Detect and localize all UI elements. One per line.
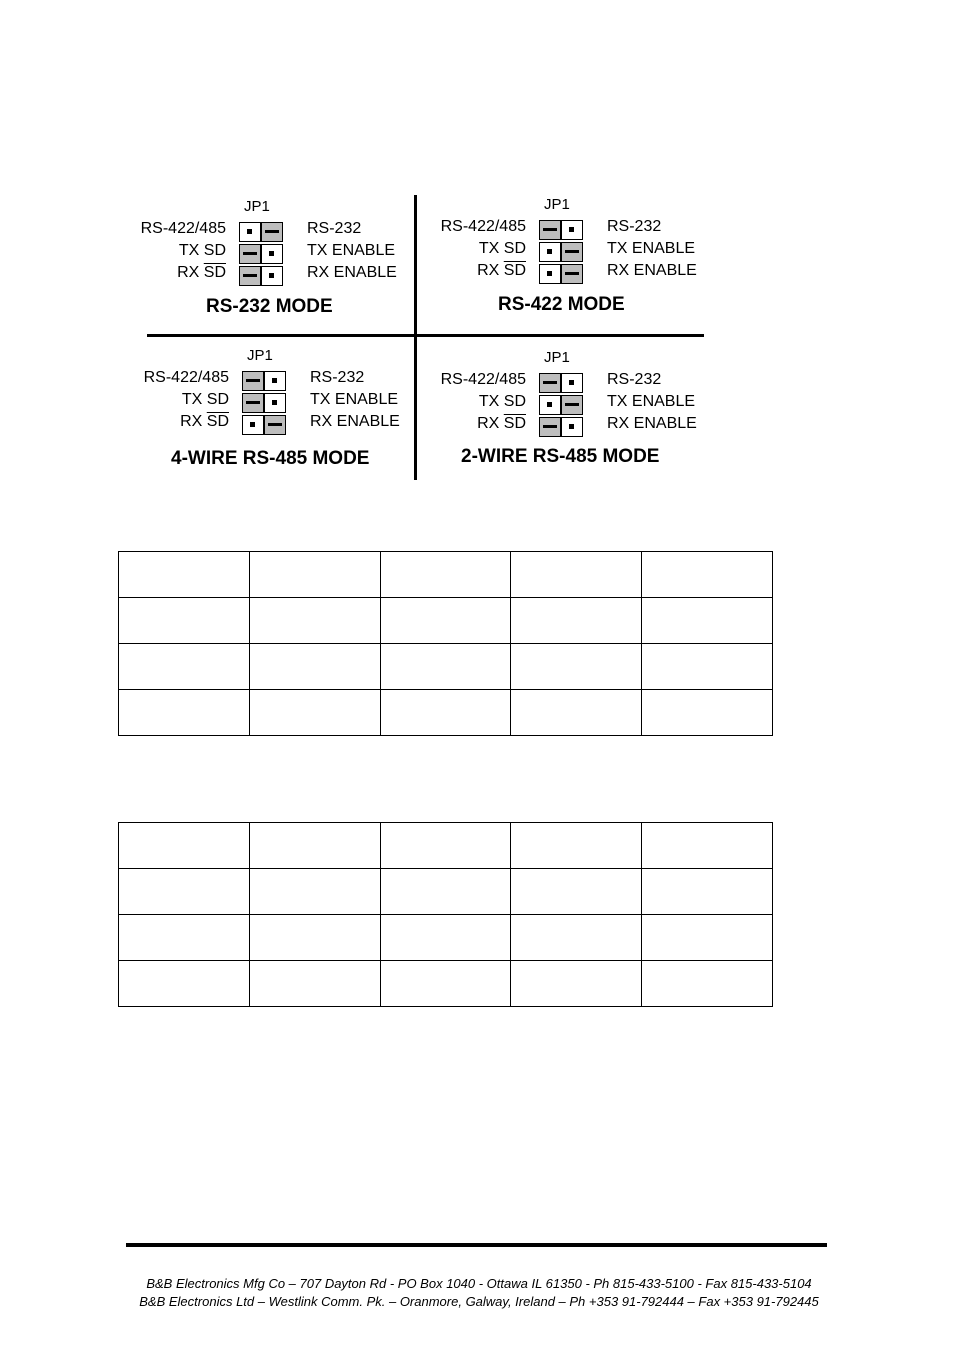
table-cell: [380, 644, 511, 690]
table-cell: [249, 961, 380, 1007]
label-tx-enable: TX ENABLE: [310, 391, 399, 408]
jumper-diagram: [130, 190, 710, 485]
label-tx-sd: TX SD: [478, 393, 526, 410]
jumper-shunt: [264, 415, 286, 435]
jumper-shunt: [261, 222, 283, 242]
jumper-shunt: [239, 266, 261, 286]
jumper-shunt: [561, 264, 583, 284]
table-cell: [119, 552, 250, 598]
table-cell: [119, 915, 250, 961]
jumper-block: [239, 222, 283, 288]
jp1-label: JP1: [247, 347, 273, 364]
label-tx-enable: TX ENABLE: [607, 393, 696, 410]
table-row: [119, 961, 773, 1007]
footer-rule: [126, 1243, 827, 1247]
mode-panel-2wire-rs485: [434, 347, 714, 487]
jumper-row: [539, 395, 583, 415]
jumper-shunt: [242, 393, 264, 413]
jumper-row: [239, 244, 283, 264]
mode-title: 2-WIRE RS-485 MODE: [461, 446, 660, 467]
mode-title: RS-232 MODE: [206, 296, 333, 317]
jumper-row: [539, 417, 583, 437]
jumper-shunt: [539, 417, 561, 437]
mode-title: 4-WIRE RS-485 MODE: [171, 448, 370, 469]
table-row: [119, 690, 773, 736]
jumper-row: [539, 264, 583, 284]
table-cell: [642, 961, 773, 1007]
label-rs232: RS-232: [607, 371, 662, 388]
label-rx-enable: RX ENABLE: [607, 262, 697, 279]
table-cell: [511, 644, 642, 690]
jp1-label: JP1: [544, 349, 570, 366]
table-cell: [249, 644, 380, 690]
jumper-shunt: [561, 242, 583, 262]
table-cell: [249, 823, 380, 869]
jumper-open-pin: [539, 264, 561, 284]
table-cell: [380, 961, 511, 1007]
table-cell: [511, 552, 642, 598]
jumper-block: [539, 373, 583, 439]
table-cell: [380, 690, 511, 736]
jumper-shunt: [539, 373, 561, 393]
label-tx-sd: TX SD: [478, 240, 526, 257]
label-rx-sd: RX $\overline{SD}$: [180, 413, 229, 430]
jp1-label: JP1: [244, 198, 270, 215]
table-cell: [642, 690, 773, 736]
label-rx-enable: RX ENABLE: [310, 413, 400, 430]
mode-panel-rs422: [434, 194, 714, 334]
table-cell: [380, 598, 511, 644]
table-row: [119, 869, 773, 915]
table-cell: [249, 598, 380, 644]
label-rx-sd: RX $\overline{SD}$: [477, 262, 526, 279]
jumper-row: [239, 222, 283, 242]
jumper-row: [242, 415, 286, 435]
jumper-block: [242, 371, 286, 437]
jumper-open-pin: [539, 395, 561, 415]
jumper-open-pin: [239, 222, 261, 242]
label-rs232: RS-232: [307, 220, 362, 237]
settings-table-1: [118, 551, 773, 736]
jumper-open-pin: [561, 220, 583, 240]
jumper-row: [539, 220, 583, 240]
table-cell: [119, 869, 250, 915]
mode-title: RS-422 MODE: [498, 294, 625, 315]
mode-panel-4wire-rs485: [137, 345, 417, 485]
table-row: [119, 823, 773, 869]
table-cell: [119, 690, 250, 736]
table-cell: [511, 690, 642, 736]
label-rx-enable: RX ENABLE: [607, 415, 697, 432]
jumper-open-pin: [261, 244, 283, 264]
label-tx-sd: TX SD: [178, 242, 226, 259]
jumper-shunt: [539, 220, 561, 240]
table-cell: [249, 915, 380, 961]
jumper-open-pin: [539, 242, 561, 262]
jumper-shunt: [242, 371, 264, 391]
jumper-row: [239, 266, 283, 286]
jumper-open-pin: [261, 266, 283, 286]
table-cell: [642, 644, 773, 690]
table-cell: [119, 644, 250, 690]
label-tx-sd: TX SD: [181, 391, 229, 408]
label-tx-enable: TX ENABLE: [607, 240, 696, 257]
table-cell: [119, 823, 250, 869]
jumper-row: [242, 371, 286, 391]
table-cell: [380, 552, 511, 598]
table-cell: [511, 915, 642, 961]
jumper-open-pin: [242, 415, 264, 435]
jumper-row: [539, 242, 583, 262]
table-cell: [249, 552, 380, 598]
jumper-shunt: [239, 244, 261, 264]
table-cell: [511, 823, 642, 869]
table-cell: [380, 823, 511, 869]
jumper-open-pin: [561, 417, 583, 437]
jumper-shunt: [561, 395, 583, 415]
footer-address-us: B&B Electronics Mfg Co – 707 Dayton Rd - PO Box 1040 - Ottawa IL 61350 - Ph 815-433-5100 - Fax 815-433-5104: [146, 1276, 812, 1291]
table-cell: [119, 598, 250, 644]
table-row: [119, 915, 773, 961]
table-cell: [119, 961, 250, 1007]
table-cell: [380, 915, 511, 961]
footer-address-ireland: B&B Electronics Ltd – Westlink Comm. Pk. – Oranmore, Galway, Ireland – Ph +353 91-792444 – Fax +353 91-792445: [139, 1294, 819, 1309]
mode-panel-rs232: [134, 196, 414, 336]
label-rx-enable: RX ENABLE: [307, 264, 397, 281]
table-cell: [249, 869, 380, 915]
label-rx-sd: RX $\overline{SD}$: [477, 415, 526, 432]
jumper-open-pin: [561, 373, 583, 393]
label-rs232: RS-232: [607, 218, 662, 235]
jumper-row: [242, 393, 286, 413]
table-row: [119, 644, 773, 690]
table-cell: [511, 869, 642, 915]
label-rs422-485: RS-422/485: [143, 369, 229, 386]
table-cell: [642, 823, 773, 869]
jumper-open-pin: [264, 371, 286, 391]
table-cell: [642, 552, 773, 598]
table-row: [119, 552, 773, 598]
settings-table-2: [118, 822, 773, 1007]
label-rs422-485: RS-422/485: [440, 371, 526, 388]
label-rs422-485: RS-422/485: [440, 218, 526, 235]
table-row: [119, 598, 773, 644]
label-rx-sd: RX $\overline{SD}$: [177, 264, 226, 281]
table-cell: [249, 690, 380, 736]
label-rs422-485: RS-422/485: [140, 220, 226, 237]
label-tx-enable: TX ENABLE: [307, 242, 396, 259]
jumper-open-pin: [264, 393, 286, 413]
table-cell: [642, 915, 773, 961]
table-cell: [642, 598, 773, 644]
jumper-row: [539, 373, 583, 393]
table-cell: [380, 869, 511, 915]
jumper-block: [539, 220, 583, 286]
table-cell: [642, 869, 773, 915]
label-rs232: RS-232: [310, 369, 365, 386]
table-cell: [511, 598, 642, 644]
table-cell: [511, 961, 642, 1007]
jp1-label: JP1: [544, 196, 570, 213]
